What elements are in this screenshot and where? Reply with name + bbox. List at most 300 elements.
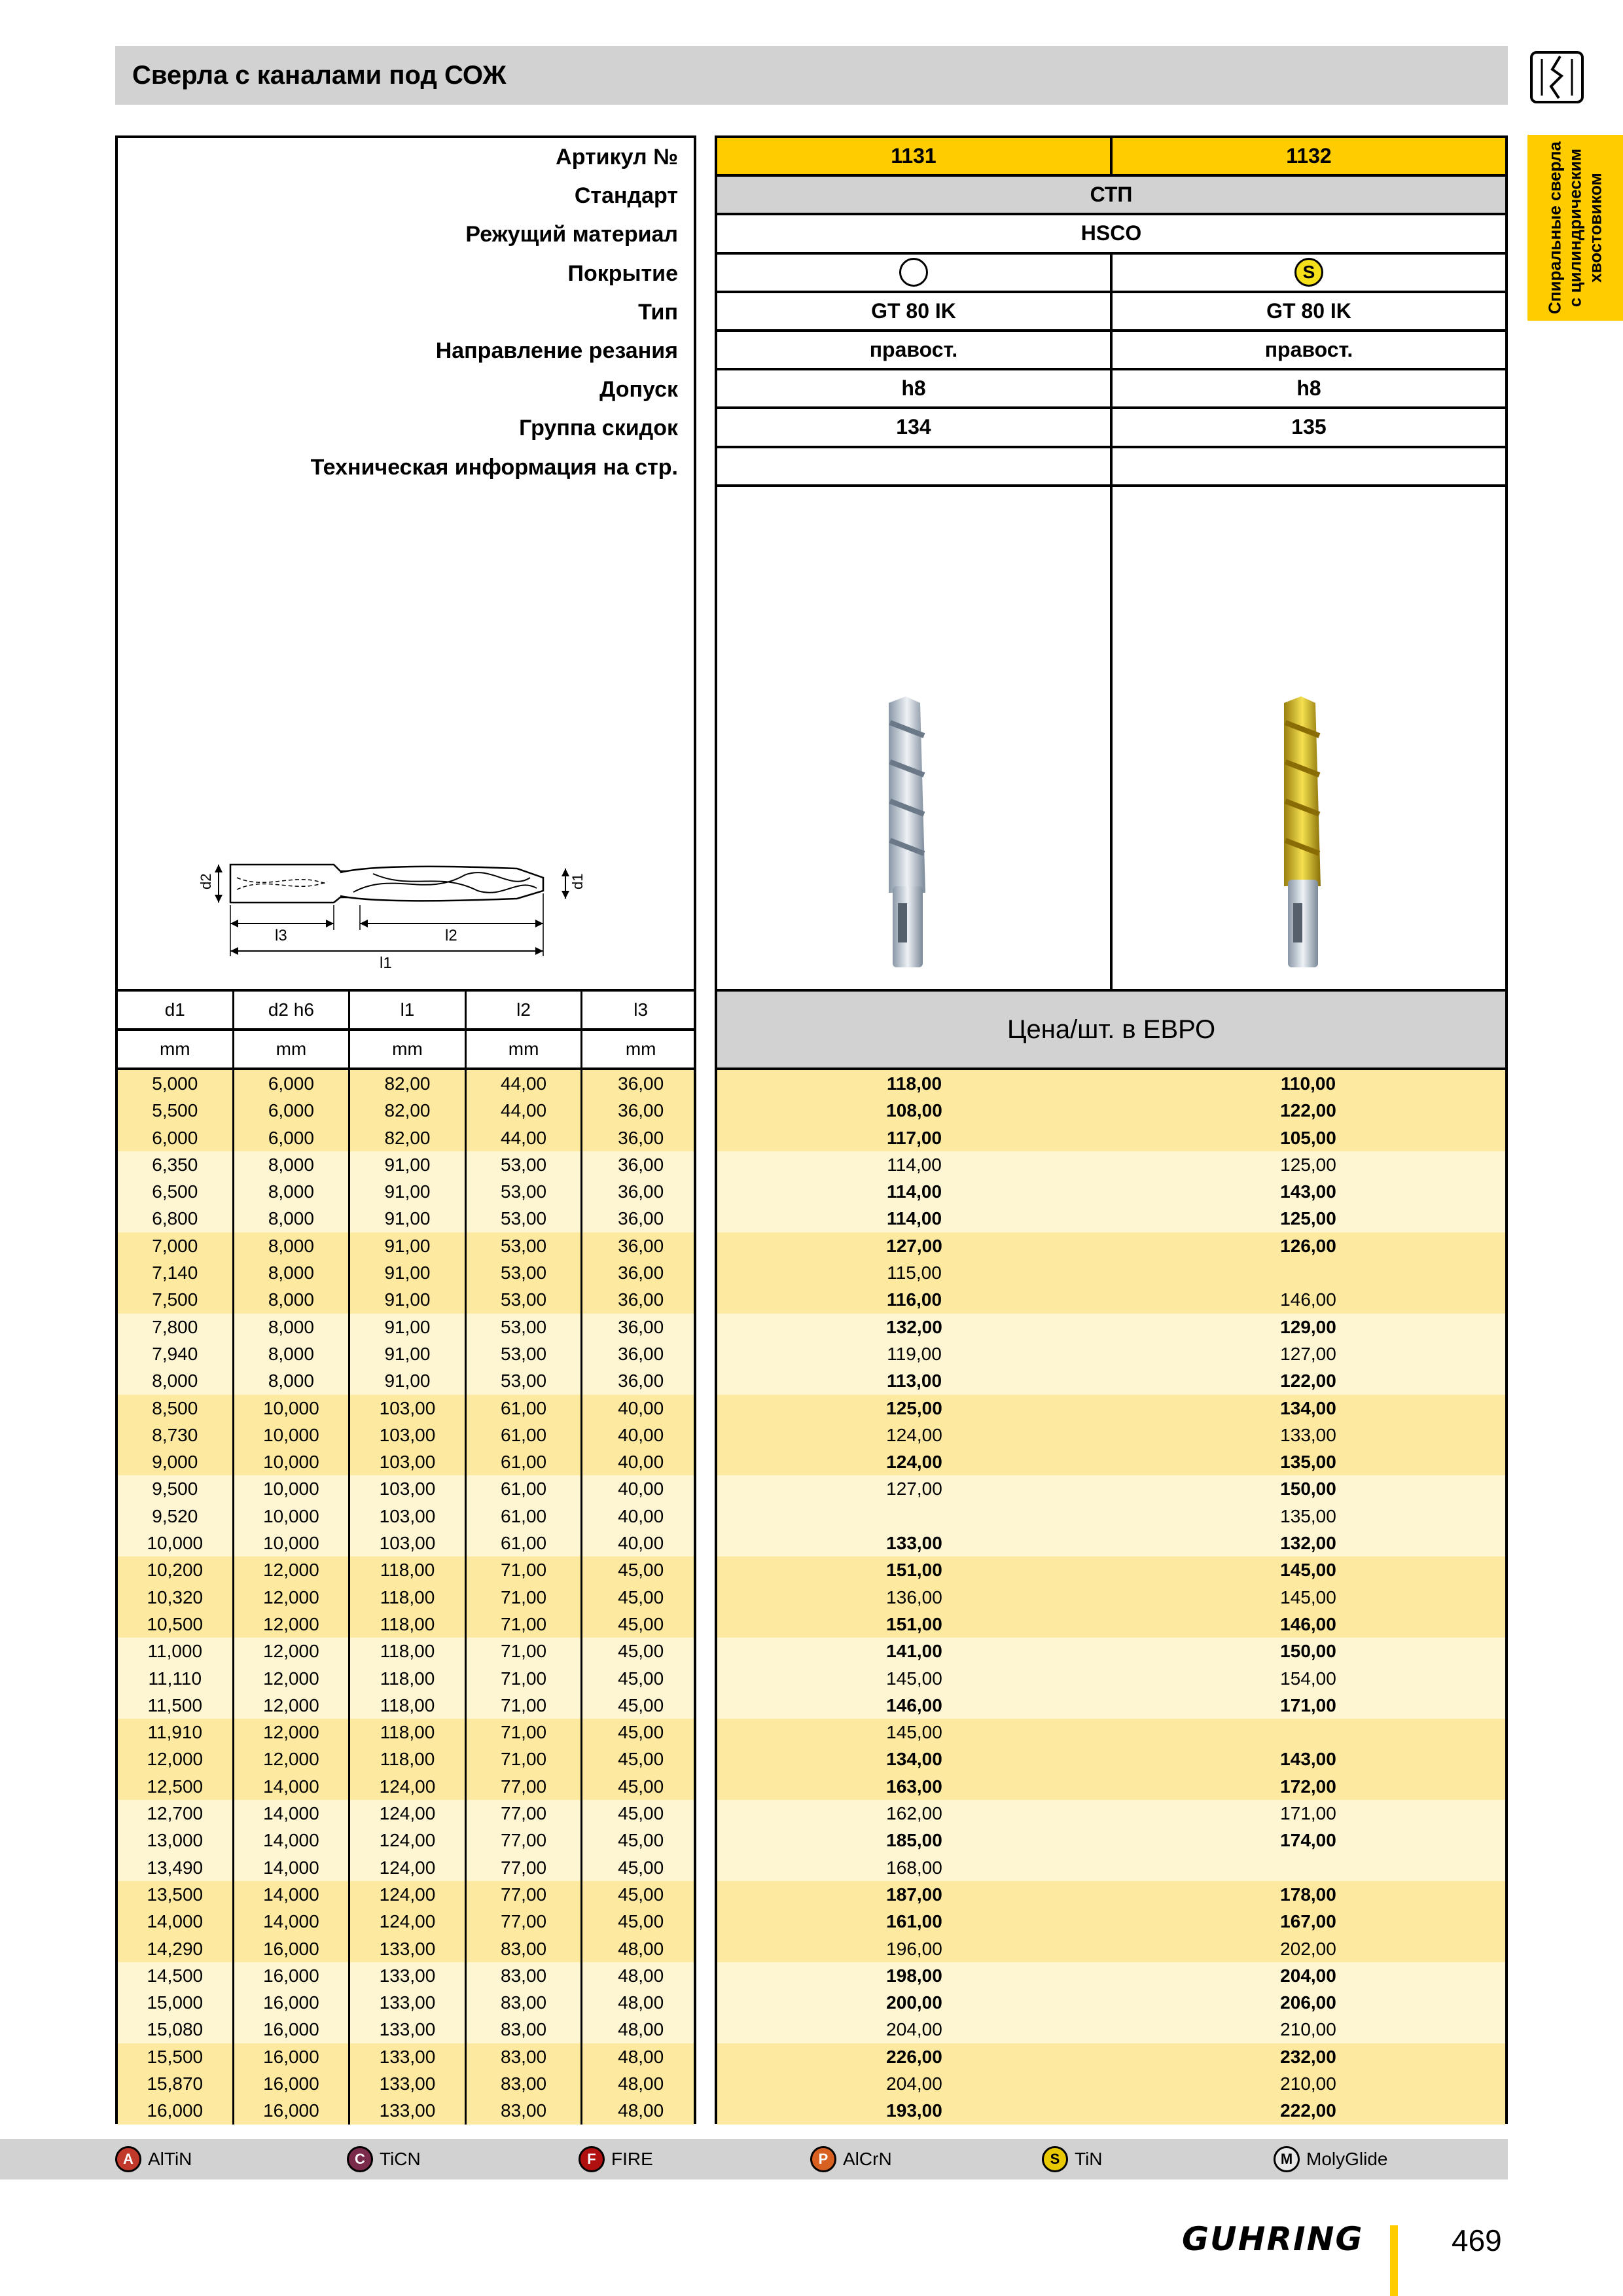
article-1131[interactable]: 1131 [891,144,936,168]
table-cell: 91,00 [350,1259,467,1286]
price-cell[interactable]: 119,00 [887,1343,942,1364]
price-cell[interactable]: 117,00 [886,1127,942,1148]
price-cell[interactable] [1111,1854,1505,1881]
table-cell: 91,00 [350,1178,467,1205]
price-cell[interactable]: 132,00 [886,1316,942,1337]
table-cell: 7,000 [118,1232,234,1259]
table-cell: 82,00 [350,1070,467,1097]
legend-item [579,2139,653,2179]
price-cell[interactable]: 135,00 [1280,1505,1336,1526]
direction-row [717,332,1505,370]
price-cell[interactable]: 125,00 [886,1397,942,1418]
table-row [118,1178,694,1205]
column-header: d2 h6 [234,992,351,1028]
price-cell[interactable] [1111,1259,1505,1286]
table-cell: 53,00 [467,1286,583,1313]
table-cell: 45,00 [618,1749,664,1770]
price-cell[interactable]: 145,00 [1280,1587,1336,1607]
table-cell: 14,000 [234,1854,351,1881]
coating-badge-icon: A [115,2146,141,2172]
table-row [118,1097,694,1124]
table-row [118,1773,694,1800]
table-cell: 8,000 [234,1367,351,1394]
price-cell[interactable]: 204,00 [1280,1965,1336,1986]
table-cell: 45,00 [618,1776,664,1797]
table-cell: 44,00 [467,1124,583,1151]
table-cell: 103,00 [350,1475,467,1502]
page-number: 469 [1452,2223,1502,2257]
spec-label: Техническая информация на стр. [310,454,678,480]
price-row [717,1286,1505,1313]
drill-image-1131 [717,487,1110,989]
table-cell: 91,00 [350,1367,467,1394]
brand-logo: GUHRING [1182,2220,1364,2258]
table-cell: 83,00 [467,1989,583,2016]
price-cell[interactable]: 118,00 [886,1073,942,1094]
product-spec-panel [715,135,1508,989]
column-unit: mm [467,1031,583,1067]
spec-label: Артикул № [556,145,678,170]
price-cell[interactable]: 132,00 [1280,1533,1336,1554]
table-cell: 61,00 [467,1530,583,1556]
table-cell: 53,00 [467,1232,583,1259]
table-cell: 16,000 [234,2070,351,2097]
d1-label: d1 [569,873,586,889]
table-cell: 10,000 [234,1422,351,1448]
tech-info-1131[interactable] [717,448,1110,484]
table-cell: 53,00 [467,1340,583,1367]
table-cell: 7,940 [118,1340,234,1367]
table-cell: 36,00 [618,1208,664,1229]
price-row [717,2070,1505,2097]
table-cell: 71,00 [467,1611,583,1638]
price-cell[interactable]: 163,00 [886,1776,942,1797]
coating-badge-icon: P [810,2146,836,2172]
price-cell[interactable]: 222,00 [1280,2100,1336,2121]
price-cell[interactable]: 206,00 [1280,1992,1336,2013]
table-cell: 48,00 [618,1992,664,2013]
price-cell[interactable]: 129,00 [1280,1316,1336,1337]
table-cell: 118,00 [350,1556,467,1583]
table-cell: 45,00 [618,1641,664,1662]
price-cell[interactable]: 110,00 [1280,1073,1336,1094]
table-cell: 15,870 [118,2070,234,2097]
price-row [717,1692,1505,1719]
coating-badge-icon: F [579,2146,605,2172]
table-cell: 53,00 [467,1151,583,1178]
legend-label: AlCrN [843,2149,892,2169]
price-cell[interactable]: 135,00 [1280,1452,1336,1473]
table-cell: 53,00 [467,1259,583,1286]
table-cell: 36,00 [618,1127,664,1148]
spec-label: Режущий материал [465,222,678,247]
table-cell: 71,00 [467,1665,583,1692]
table-cell: 91,00 [350,1232,467,1259]
price-cell[interactable]: 124,00 [886,1452,942,1473]
table-cell: 14,000 [234,1881,351,1908]
drill-category-icon [1529,50,1585,105]
table-cell: 124,00 [350,1827,467,1854]
coating-badge-icon: M [1274,2146,1300,2172]
price-row [717,1422,1505,1448]
price-cell[interactable]: 171,00 [1280,1803,1336,1824]
price-cell[interactable]: 193,00 [886,2100,942,2121]
type-1132: GT 80 IK [1110,293,1505,329]
price-cell[interactable]: 114,00 [886,1208,942,1229]
column-header: l2 [467,992,583,1028]
tolerance-1132: h8 [1110,370,1505,406]
price-cell[interactable]: 127,00 [1280,1343,1336,1364]
legend-item [347,2139,421,2179]
table-cell: 133,00 [350,1989,467,2016]
table-cell: 11,110 [118,1665,234,1692]
table-cell: 16,000 [234,1962,351,1989]
price-cell[interactable]: 146,00 [1280,1289,1336,1310]
table-row [118,1611,694,1638]
price-cell[interactable]: 116,00 [886,1289,942,1310]
price-cell[interactable]: 133,00 [1280,1424,1336,1445]
price-cell[interactable]: 108,00 [886,1100,942,1121]
tech-info-1132[interactable] [1110,448,1505,484]
table-cell: 45,00 [618,1560,664,1581]
table-cell: 53,00 [467,1178,583,1205]
table-cell: 83,00 [467,1935,583,1962]
price-cell[interactable]: 136,00 [886,1587,942,1607]
table-cell: 124,00 [350,1800,467,1827]
price-cell[interactable]: 174,00 [1280,1830,1336,1851]
table-cell: 133,00 [350,2097,467,2124]
tin-coating-icon: S [1294,258,1323,287]
table-cell: 6,350 [118,1151,234,1178]
table-cell: 44,00 [467,1070,583,1097]
price-cell[interactable]: 127,00 [886,1235,942,1256]
table-row [118,2016,694,2043]
table-cell: 77,00 [467,1827,583,1854]
drill-image-1132 [1113,487,1505,989]
price-row [717,1746,1505,1772]
price-cell[interactable]: 168,00 [886,1857,942,1878]
table-cell: 12,000 [234,1665,351,1692]
d2-label: d2 [198,873,214,889]
price-cell[interactable]: 141,00 [886,1641,942,1662]
price-cell[interactable]: 113,00 [886,1371,942,1391]
category-side-tab[interactable] [1527,135,1623,321]
price-cell[interactable]: 134,00 [1280,1397,1336,1418]
price-cell[interactable]: 150,00 [1280,1641,1336,1662]
table-cell: 44,00 [467,1097,583,1124]
table-row [118,1962,694,1989]
table-cell: 53,00 [467,1367,583,1394]
table-cell: 8,000 [234,1205,351,1232]
price-cell[interactable] [1111,1719,1505,1746]
table-cell: 45,00 [618,1803,664,1824]
price-row [717,1448,1505,1475]
price-cell[interactable]: 143,00 [1280,1749,1336,1770]
table-cell: 103,00 [350,1395,467,1422]
price-row [717,1611,1505,1638]
price-row [717,2016,1505,2043]
table-row [118,1854,694,1881]
table-cell: 45,00 [618,1695,664,1715]
price-row [717,1070,1505,1097]
direction-1131: правост. [869,337,958,361]
column-unit: mm [350,1031,467,1067]
table-cell: 71,00 [467,1719,583,1746]
table-cell: 14,000 [234,1827,351,1854]
table-row [118,1881,694,1908]
article-1132[interactable]: 1132 [1110,138,1505,174]
table-row [118,1530,694,1556]
table-cell: 6,800 [118,1205,234,1232]
table-cell: 82,00 [350,1124,467,1151]
spec-label: Направление резания [435,338,678,363]
price-cell[interactable]: 122,00 [1280,1100,1336,1121]
price-row [717,1475,1505,1502]
table-row [118,1827,694,1854]
price-cell[interactable]: 145,00 [1280,1560,1336,1581]
table-cell: 77,00 [467,1854,583,1881]
price-table [715,989,1508,2124]
price-cell[interactable]: 145,00 [886,1668,942,1689]
coating-row [717,255,1505,293]
table-cell: 10,000 [234,1475,351,1502]
price-cell[interactable] [717,1503,1111,1530]
price-cell[interactable]: 122,00 [1280,1371,1336,1391]
table-cell: 77,00 [467,1773,583,1800]
table-cell: 16,000 [234,2016,351,2043]
table-cell: 16,000 [234,2043,351,2070]
price-cell[interactable]: 210,00 [1280,2073,1336,2094]
price-row [717,1800,1505,1827]
table-cell: 12,000 [234,1638,351,1664]
table-cell: 10,000 [234,1448,351,1475]
price-cell[interactable]: 143,00 [1280,1181,1336,1202]
price-cell[interactable]: 198,00 [886,1965,942,1986]
table-cell: 8,000 [118,1367,234,1394]
price-cell[interactable]: 125,00 [1280,1154,1336,1175]
table-cell: 36,00 [618,1073,664,1094]
discount-row [717,409,1505,448]
table-cell: 10,500 [118,1611,234,1638]
price-cell[interactable]: 151,00 [886,1613,942,1634]
article-row [717,138,1505,177]
table-row [118,1151,694,1178]
table-cell: 45,00 [618,1884,664,1905]
product-image-1132 [1110,487,1505,989]
table-cell: 118,00 [350,1611,467,1638]
table-cell: 48,00 [618,1965,664,1986]
price-cell[interactable]: 146,00 [886,1695,942,1715]
table-cell: 91,00 [350,1151,467,1178]
table-row [118,2070,694,2097]
drill-dimension-diagram [177,852,674,976]
price-cell[interactable]: 171,00 [1280,1695,1336,1715]
standard-row [717,177,1505,215]
table-cell: 6,500 [118,1178,234,1205]
column-unit: mm [625,1039,656,1059]
table-row [118,1232,694,1259]
table-cell: 118,00 [350,1692,467,1719]
table-cell: 13,000 [118,1827,234,1854]
table-cell: 8,000 [234,1314,351,1340]
price-row [717,1773,1505,1800]
table-cell: 48,00 [618,1938,664,1959]
table-row [118,1638,694,1664]
table-cell: 48,00 [618,2046,664,2067]
price-cell[interactable]: 105,00 [1280,1127,1336,1148]
price-cell[interactable]: 204,00 [886,2073,942,2094]
price-cell[interactable]: 161,00 [886,1911,942,1932]
table-cell: 61,00 [467,1422,583,1448]
direction-1132: правост. [1110,332,1505,368]
table-cell: 133,00 [350,2016,467,2043]
price-cell[interactable]: 187,00 [886,1884,942,1905]
price-cell[interactable]: 232,00 [1280,2046,1336,2067]
legend-item [1042,2139,1103,2179]
table-cell: 7,140 [118,1259,234,1286]
price-cell[interactable]: 204,00 [886,2019,942,2040]
table-cell: 12,000 [234,1584,351,1611]
price-cell[interactable]: 146,00 [1280,1613,1336,1634]
table-cell: 45,00 [618,1668,664,1689]
table-cell: 12,700 [118,1800,234,1827]
coating-cell-1131 [717,255,1110,291]
price-cell[interactable]: 178,00 [1280,1884,1336,1905]
table-cell: 36,00 [618,1316,664,1337]
table-cell: 118,00 [350,1665,467,1692]
price-cell[interactable]: 226,00 [886,2046,942,2067]
table-cell: 14,000 [234,1773,351,1800]
price-row [717,1124,1505,1151]
price-cell[interactable]: 200,00 [886,1992,942,2013]
price-cell[interactable]: 151,00 [886,1560,942,1581]
table-cell: 133,00 [350,2043,467,2070]
table-cell: 10,000 [234,1503,351,1530]
table-cell: 12,000 [118,1746,234,1772]
side-tab-label: Спиральные сверла с цилиндрическим хвостовиком [1544,141,1605,314]
table-cell: 48,00 [618,2073,664,2094]
table-cell: 14,000 [234,1800,351,1827]
material-row [717,215,1505,254]
table-row [118,1719,694,1746]
legend-label: TiCN [380,2149,421,2169]
price-cell[interactable]: 154,00 [1280,1668,1336,1689]
price-row [717,1151,1505,1178]
price-cell[interactable]: 134,00 [886,1749,942,1770]
price-cell[interactable]: 126,00 [1280,1235,1336,1256]
table-cell: 40,00 [618,1505,664,1526]
table-cell: 12,000 [234,1556,351,1583]
price-cell[interactable]: 167,00 [1280,1911,1336,1932]
table-cell: 71,00 [467,1638,583,1664]
price-cell[interactable]: 124,00 [886,1424,942,1445]
price-cell[interactable]: 196,00 [886,1938,942,1959]
table-cell: 45,00 [618,1722,664,1743]
column-header: l3 [633,999,649,1020]
table-cell: 16,000 [234,2097,351,2124]
price-cell[interactable]: 133,00 [886,1533,942,1554]
table-cell: 14,500 [118,1962,234,1989]
product-images [717,487,1505,989]
table-cell: 83,00 [467,2043,583,2070]
table-cell: 71,00 [467,1746,583,1772]
price-cell[interactable]: 145,00 [886,1722,942,1743]
table-cell: 91,00 [350,1286,467,1313]
price-row [717,1097,1505,1124]
type-row [717,293,1505,332]
table-cell: 8,000 [234,1259,351,1286]
table-cell: 133,00 [350,1935,467,1962]
price-row [717,1989,1505,2016]
table-cell: 71,00 [467,1692,583,1719]
table-cell: 103,00 [350,1448,467,1475]
price-row [717,2043,1505,2070]
table-cell: 118,00 [350,1719,467,1746]
price-row [717,1827,1505,1854]
l2-label: l2 [445,927,457,944]
table-cell: 15,080 [118,2016,234,2043]
table-cell: 83,00 [467,1962,583,1989]
table-cell: 103,00 [350,1422,467,1448]
table-cell: 118,00 [350,1584,467,1611]
price-cell[interactable]: 114,00 [887,1154,942,1175]
table-cell: 12,000 [234,1692,351,1719]
table-cell: 48,00 [618,2100,664,2121]
price-cell[interactable]: 125,00 [1280,1208,1336,1229]
price-cell[interactable]: 210,00 [1280,2019,1336,2040]
price-cell[interactable]: 162,00 [886,1803,942,1824]
price-row [717,1395,1505,1422]
table-cell: 14,000 [118,1908,234,1935]
table-cell: 124,00 [350,1854,467,1881]
table-cell: 77,00 [467,1800,583,1827]
price-row [717,1908,1505,1935]
table-row [118,1746,694,1772]
price-row [717,1232,1505,1259]
price-cell[interactable]: 202,00 [1280,1938,1336,1959]
table-cell: 8,500 [118,1395,234,1422]
price-cell[interactable]: 185,00 [886,1830,942,1851]
price-row [717,1584,1505,1611]
table-cell: 83,00 [467,2016,583,2043]
dimension-table [115,989,696,2124]
price-cell[interactable]: 172,00 [1280,1776,1336,1797]
price-row [717,1638,1505,1664]
table-cell: 124,00 [350,1773,467,1800]
column-header: d1 [118,992,234,1028]
price-row [717,1556,1505,1583]
table-cell: 77,00 [467,1908,583,1935]
table-row [118,1395,694,1422]
table-cell: 10,000 [234,1530,351,1556]
price-cell[interactable]: 114,00 [886,1181,942,1202]
product-image-1131 [717,487,1110,989]
price-cell[interactable]: 127,00 [886,1479,942,1499]
table-cell: 11,500 [118,1692,234,1719]
table-cell: 61,00 [467,1395,583,1422]
table-cell: 83,00 [467,2097,583,2124]
table-row [118,1124,694,1151]
table-row [118,2097,694,2124]
table-row [118,1286,694,1313]
price-cell[interactable]: 150,00 [1280,1479,1336,1499]
table-row [118,1422,694,1448]
coating-cell-1132 [1110,255,1505,291]
spec-label: Стандарт [574,183,678,209]
table-row [118,1448,694,1475]
price-cell[interactable]: 115,00 [887,1263,942,1283]
price-row [717,1314,1505,1340]
